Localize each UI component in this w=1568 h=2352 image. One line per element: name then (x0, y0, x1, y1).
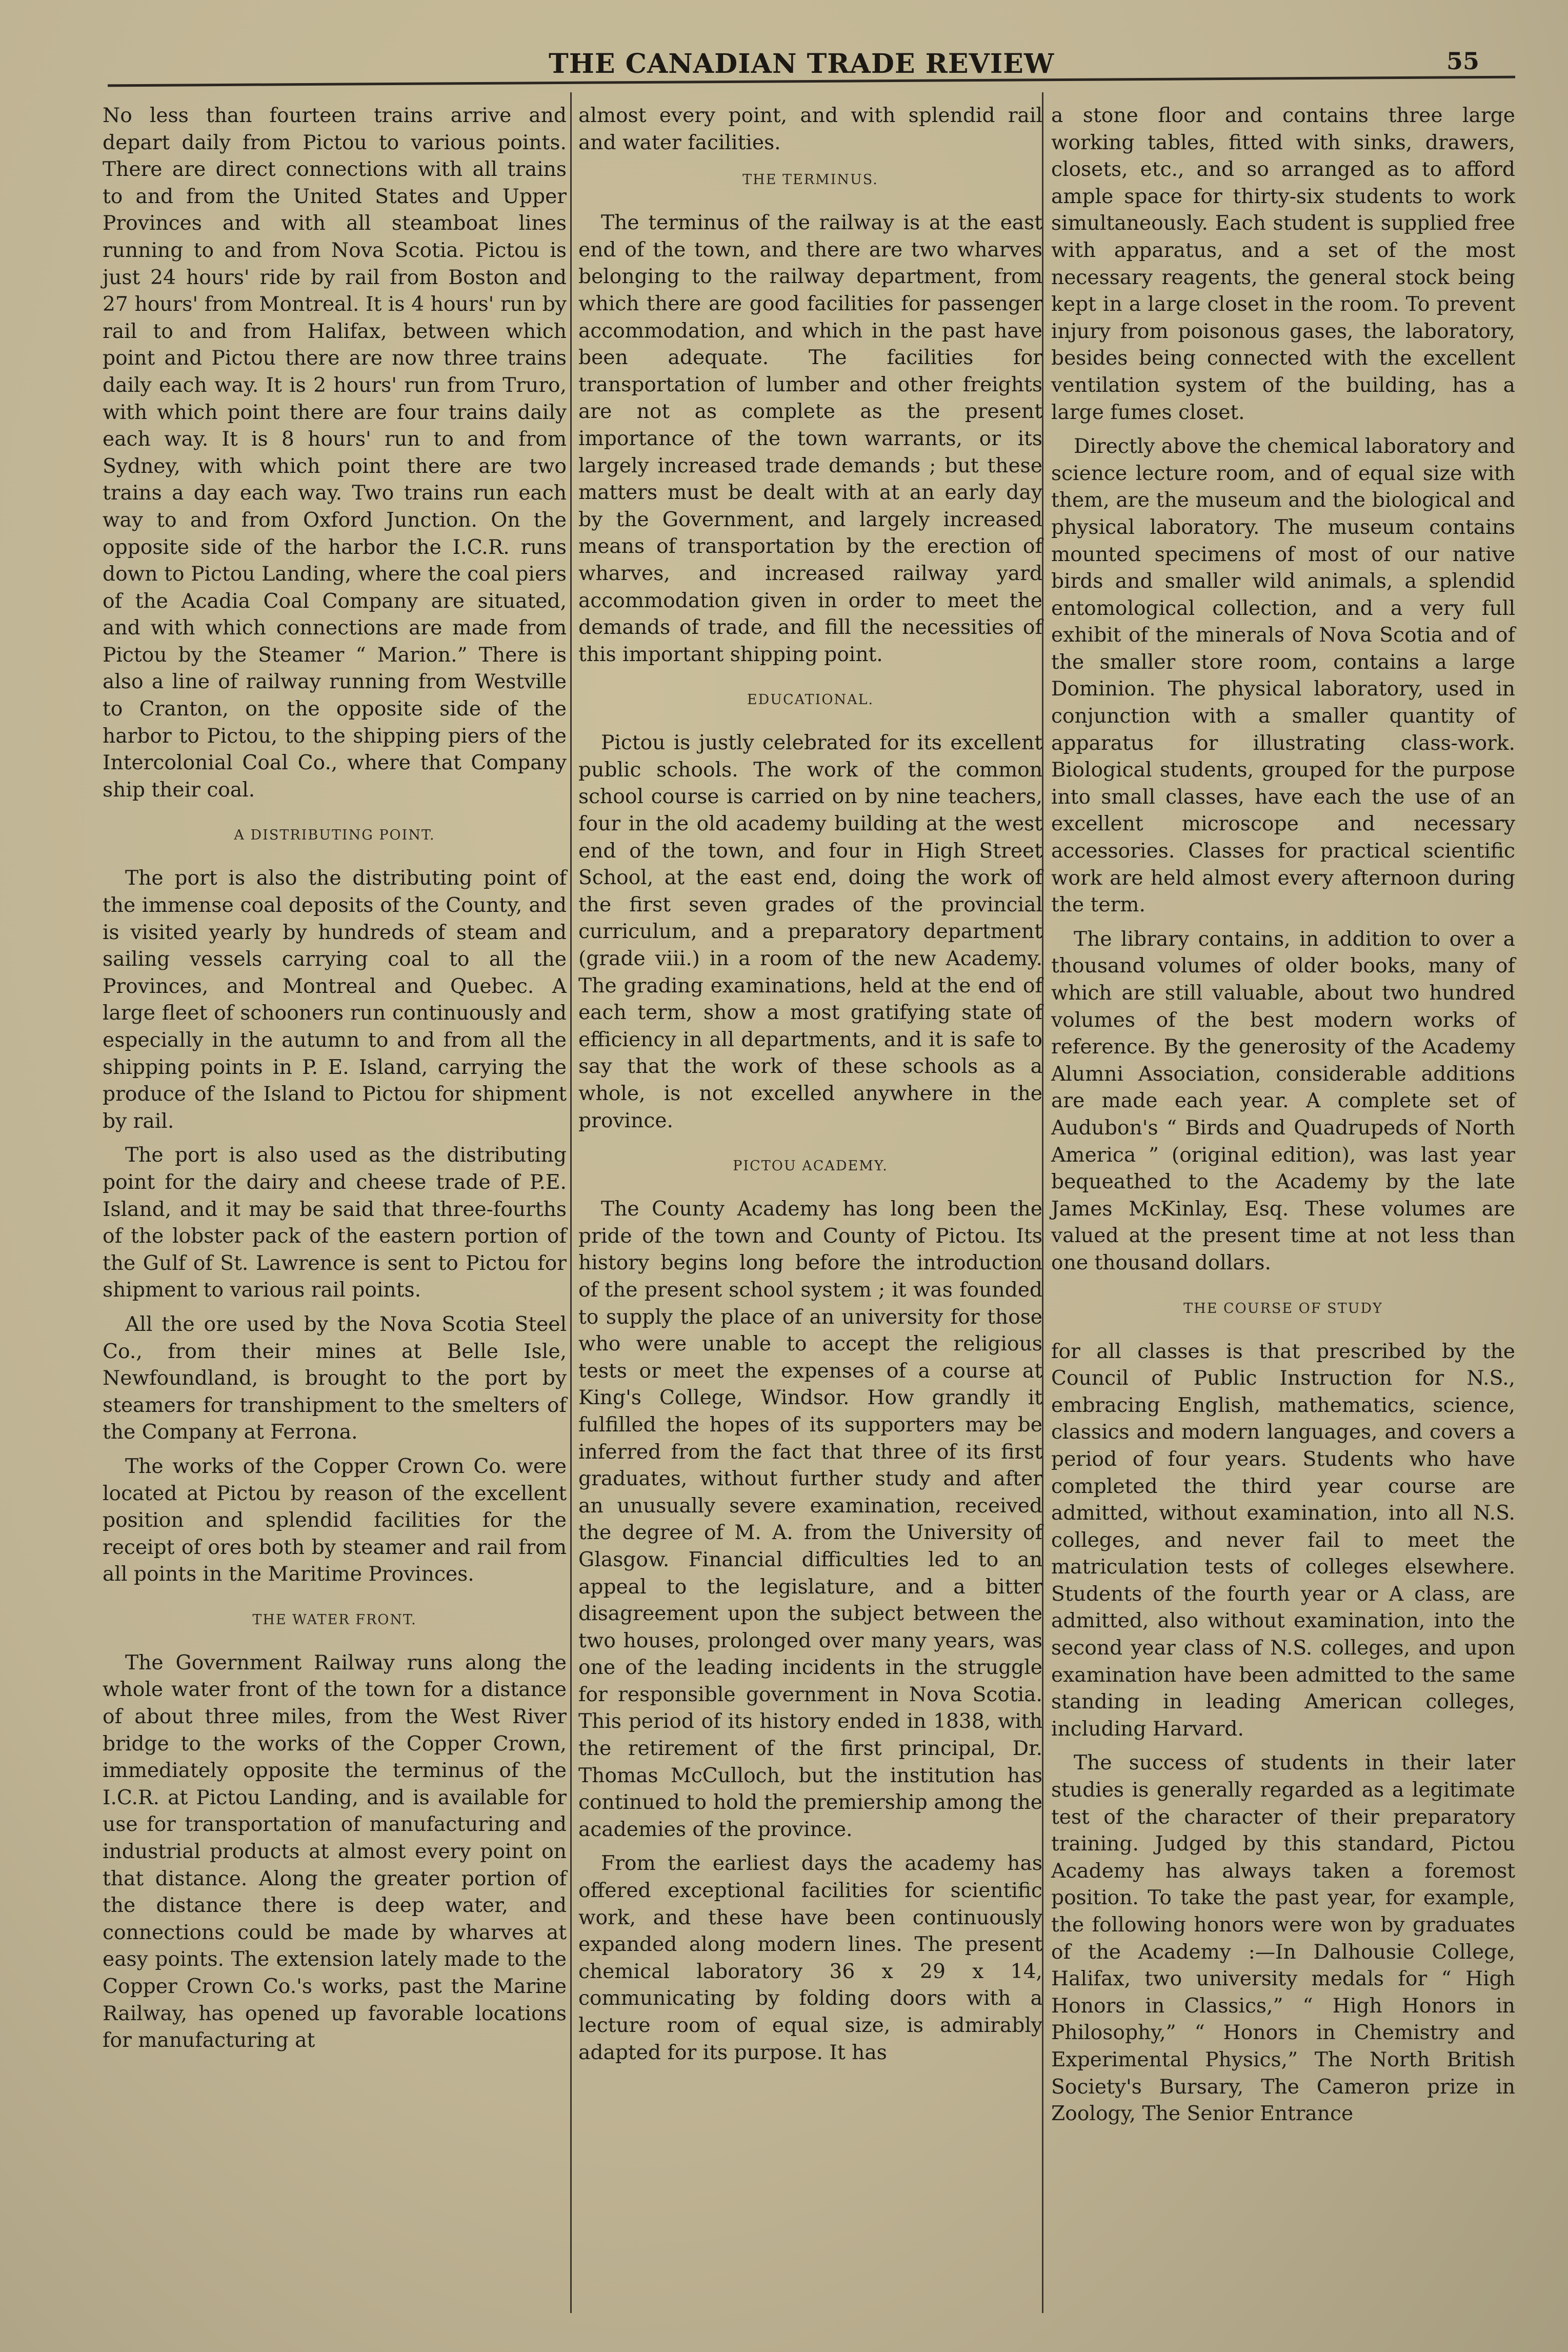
paragraph: Pictou is justly celebrated for its excellent public schools. The work of the common school course is carried on by nine teachers, four in the old academy building at the west end of the town, and four in High Street School, at the east end, doing the work of the first seven grades of the provincial curriculum, and a preparatory department (grade viii.) in a room of the new Academy. The grading examinations, held at the end of each term, show a most gratifying state of efficiency in all departments, and it is safe to say that the work of these schools as a whole, is not excelled anywhere in the province. (578, 731, 1042, 1132)
paragraph: The port is also the distributing point of the immense coal deposits of the County, and is visited yearly by hundreds of steam and sailing vessels carrying coal to all the Provinces, and Montreal and Quebec. A large fleet of schooners run continuously and especially in the autumn to and from all the shipping points in P. E. Island, carrying the produce of the Island to Pictou for shipment by rail. (103, 867, 567, 1133)
paragraph: From the earliest days the academy has offered exceptional facilities for scientific work, and these have been continuously expanded along modern lines. The present chemical laboratory 36 x 29 x 14, communicating by folding doors with a lecture room of equal size, is admirably adapted for its purpose. It has (578, 1852, 1042, 2064)
journal-title: THE CANADIAN TRADE REVIEW (549, 48, 1055, 79)
paragraph: for all classes is that prescribed by the Council of Public Instruction for N.S., embracing English, mathematics, science, classics and modern languages, and covers a period of four years. Students who have completed the third year course are admitted, without examination, into all N.S. colleges, and never fail to meet the matriculation tests of colleges elsewhere. Students of the fourth year or A class, are admitted, also without examination, into the second year class of N.S. colleges, and upon examination have been admitted to the same standing in leading American colleges, including Harvard. (1051, 1340, 1515, 1741)
paragraph: Directly above the chemical laboratory and science lecture room, and of equal size with them, are the museum and the biological and physical laboratory. The museum contains mounted specimens of most of our native birds and smaller wild animals, a splendid entomological collection, and a very full exhibit of the minerals of Nova Scotia and of the smaller store room, contains a large Dominion. The physical laboratory, used in conjunction with a smaller quantity of apparatus for illustrating class-work. Biological students, grouped for the purpose into small classes, have each the use of an excellent microscope and necessary accessories. Classes for practical scientific work are held almost every afternoon during the term. (1051, 435, 1515, 917)
column-3 (1051, 103, 1515, 2318)
section-heading: EDUCATIONAL. (747, 692, 874, 708)
column-2 (578, 103, 1042, 2318)
section-heading: THE TERMINUS. (742, 172, 878, 188)
section-heading: THE COURSE OF STUDY (1183, 1300, 1383, 1317)
paragraph: The library contains, in addition to over a thousand volumes of older books, many of which are still valuable, about two hundred volumes of the best modern works of reference. By the generosity of the Academy Alumni Association, considerable additions are made each year. A complete set of Audubon's “ Birds and Quadrupeds of North America ” (original edition), was last year bequeathed to the Academy by the late James McKinlay, Esq. These volumes are valued at the present time at not less than one thousand dollars. (1051, 927, 1515, 1274)
paragraph: The success of students in their later studies is generally regarded as a legitimate test of the character of their preparatory training. Judged by this standard, Pictou Academy has always taken a foremost position. To take the past year, for example, the following honors were won by graduates of the Academy :—In Dalhousie College, Halifax, two university medals for “ High Honors in Classics,” “ High Honors in Philosophy,” “ Honors in Chemistry and Experimental Physics,” The North British Society's Bursary, The Cameron prize in Zoology, The Senior Entrance (1051, 1751, 1515, 2126)
paragraph: No less than fourteen trains arrive and depart daily from Pictou to various points. There are direct connections with all trains to and from the United States and Upper Provinces and with all steamboat lines running to and from Nova Scotia. Pictou is just 24 hours' ride by rail from Boston and 27 hours' from Montreal. It is 4 hours' run by rail to and from Halifax, between which point and Pictou there are now three trains daily each way. It is 2 hours' run from Truro, with which point there are four trains daily each way. It is 8 hours' run to and from Sydney, with which point there are two trains a day each way. Two trains run each way to and from Oxford Junction. On the opposite side of the harbor the I.C.R. runs down to Pictou Landing, where the coal piers of the Acadia Coal Company are situated, and with which connections are made from Pictou by the Steamer “ Marion.” There is also a line of railway running from Westville to Cranton, on the opposite side of the harbor to Pictou, to the shipping piers of the Intercolonial Coal Co., where that Company ship their coal. (103, 104, 567, 802)
paragraph: The port is also used as the distributing point for the dairy and cheese trade of P.E. Island, and it may be said that three-fourths of the lobster pack of the eastern portion of the Gulf of St. Lawrence is sent to Pictou for shipment to various rail points. (103, 1144, 567, 1302)
page-number: 55 (1446, 47, 1479, 75)
paragraph: The terminus of the railway is at the east end of the town, and there are two wharves belonging to the railway department, from which there are good facilities for passenger accommodation, and which in the past have been adequate. The facilities for transportation of lumber and other freights are not as complete as the present importance of the town warrants, or its largely increased trade demands ; but these matters must be dealt with at an early day by the Government, and largely increased means of transportation by the erection of wharves, and increased railway yard accommodation given in order to meet the demands of trade, and fill the necessities of this important shipping point. (578, 211, 1042, 666)
column-divider (570, 92, 572, 2313)
paragraph: The works of the Copper Crown Co. were located at Pictou by reason of the excellent position and splendid facilities for the receipt of ores both by steamer and rail from all points in the Maritime Provinces. (103, 1454, 567, 1586)
paragraph: The County Academy has long been the pride of the town and County of Pictou. Its history begins long before the introduction of the present school system ; it was founded to supply the place of an university for those who were unable to accept the religious tests or meet the expenses of a course at King's College, Windsor. How grandly it fulfilled the hopes of its supporters may be inferred from the fact that three of its first graduates, without further study and after an unusually severe examination, received the degree of M. A. from the University of Glasgow. Financial difficulties led to an appeal to the legislature, and a bitter disagreement upon the subject between the two houses, prolonged over many years, was one of the leading incidents in the struggle for responsible government in Nova Scotia. This period of its history ended in 1838, with the retirement of the first principal, Dr. Thomas McCulloch, but the institution has continued to hold the premiership among the academies of the province. (578, 1198, 1042, 1841)
section-heading: PICTOU ACADEMY. (733, 1158, 888, 1174)
paragraph: The Government Railway runs along the whole water front of the town for a distance of about three miles, from the West River bridge to the works of the Copper Crown, immediately opposite the terminus of the I.C.R. at Pictou Landing, and is available for use for transportation of manufacturing and industrial products at almost every point on that distance. Along the greater portion of the distance there is deep water, and connections could be made by wharves at easy points. The extension lately made to the Copper Crown Co.'s works, past the Marine Railway, has opened up favorable locations for manufacturing at (103, 1651, 567, 2052)
paragraph: All the ore used by the Nova Scotia Steel Co., from their mines at Belle Isle, Newfoundland, is brought to the port by steamers for transhipment to the smelters of the Company at Ferrona. (103, 1312, 567, 1444)
column-1 (103, 103, 567, 2318)
paragraph: almost every point, and with splendid rail and water facilities. (578, 104, 1042, 154)
paragraph: a stone floor and contains three large working tables, fitted with sinks, drawers, closets, etc., and so arranged as to afford ample space for thirty-six students to work simultaneously. Each student is supplied free with apparatus, and a set of the most necessary reagents, the general stock being kept in a large closet in the room. To prevent injury from poisonous gases, the laboratory, besides being connected with the excellent ventilation system of the building, has a large fumes closet. (1051, 104, 1515, 424)
page-header (110, 45, 1510, 81)
section-heading: A DISTRIBUTING POINT. (234, 827, 435, 844)
section-heading: THE WATER FRONT. (252, 1611, 417, 1628)
